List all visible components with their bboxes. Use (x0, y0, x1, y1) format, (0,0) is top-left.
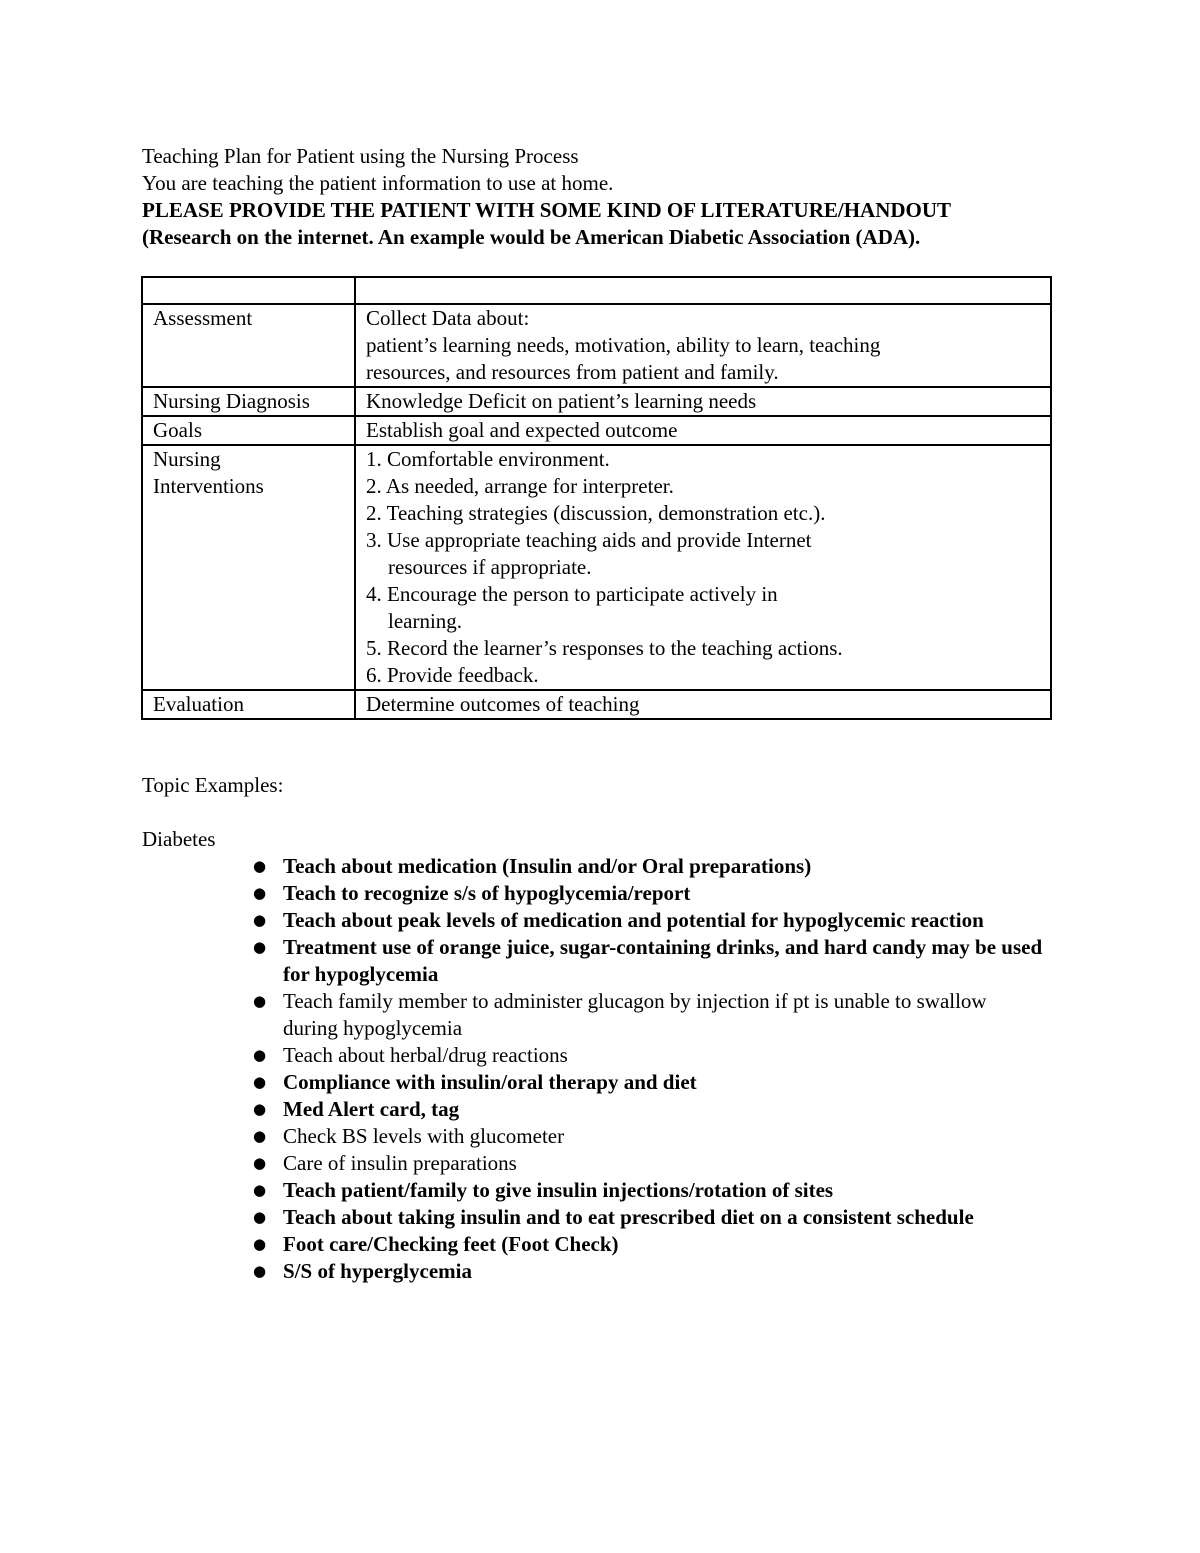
header-instructions: You are teaching the patient information to use at home. (142, 171, 614, 195)
row-label-assessment: Assessment (142, 304, 355, 387)
row-label-interventions: Nursing Interventions (142, 445, 355, 690)
row-content-evaluation: Determine outcomes of teaching (355, 690, 1051, 719)
diabetes-teaching-list (283, 853, 1043, 1285)
nursing-process-table (141, 276, 1052, 720)
list-item: ● Compliance with insulin/oral therapy and diet (283, 1069, 1043, 1096)
header-notice: PLEASE PROVIDE THE PATIENT WITH SOME KIND OF LITERATURE/HANDOUT (142, 198, 952, 222)
topic-examples-heading: Topic Examples: (142, 773, 284, 797)
table-row-empty (142, 277, 1051, 304)
list-item: ● Med Alert card, tag (283, 1096, 1043, 1123)
list-item: ● Teach about taking insulin and to eat prescribed diet on a consistent schedule (283, 1204, 1043, 1231)
list-item: ● Teach patient/family to give insulin injections/rotation of sites (283, 1177, 1043, 1204)
table-row-assessment (142, 304, 1051, 387)
table-cell (142, 277, 355, 304)
list-item: ● Teach about peak levels of medication and potential for hypoglycemic reaction (283, 907, 1043, 934)
table-row-interventions (142, 445, 1051, 690)
row-label-evaluation: Evaluation (142, 690, 355, 719)
table-row-evaluation (142, 690, 1051, 719)
row-content-diagnosis: Knowledge Deficit on patient’s learning needs (355, 387, 1051, 416)
table-cell (355, 277, 1051, 304)
list-item: ● Treatment use of orange juice, sugar-containing drinks, and hard candy may be used for hypoglycemia (283, 934, 1043, 988)
list-item: ● Teach about herbal/drug reactions (283, 1042, 1043, 1069)
table-row-diagnosis (142, 387, 1051, 416)
list-item: ● S/S of hyperglycemia (283, 1258, 1043, 1285)
list-item: ● Teach family member to administer glucagon by injection if pt is unable to swallow during hypoglycemia (283, 988, 1043, 1042)
row-label-goals: Goals (142, 416, 355, 445)
row-label-diagnosis: Nursing Diagnosis (142, 387, 355, 416)
list-item: ● Care of insulin preparations (283, 1150, 1043, 1177)
document-header (142, 143, 1142, 251)
list-item: ● Check BS levels with glucometer (283, 1123, 1043, 1150)
row-content-goals: Establish goal and expected outcome (355, 416, 1051, 445)
header-title: Teaching Plan for Patient using the Nursing Process (142, 144, 579, 168)
diabetes-heading: Diabetes (142, 827, 216, 851)
row-content-interventions: 1. Comfortable environment. 2. As needed, arrange for interpreter. 2. Teaching strategies (discussion, demonstration etc.). 3. Use appropriate teaching aids and provide Internet resources if appropriate. 4. Encourage the person to participate actively in learning. 5. Record the learner’s responses to the teaching actions. 6. Provide feedback. (355, 445, 1051, 690)
list-item: ● Foot care/Checking feet (Foot Check) (283, 1231, 1043, 1258)
list-item: ● Teach to recognize s/s of hypoglycemia/report (283, 880, 1043, 907)
list-item: ● Teach about medication (Insulin and/or Oral preparations) (283, 853, 1043, 880)
row-content-assessment: Collect Data about: patient’s learning needs, motivation, ability to learn, teaching resources, and resources from patient and family. (355, 304, 1051, 387)
header-research-note: (Research on the internet. An example would be American Diabetic Association (ADA). (142, 225, 921, 249)
table-row-goals (142, 416, 1051, 445)
